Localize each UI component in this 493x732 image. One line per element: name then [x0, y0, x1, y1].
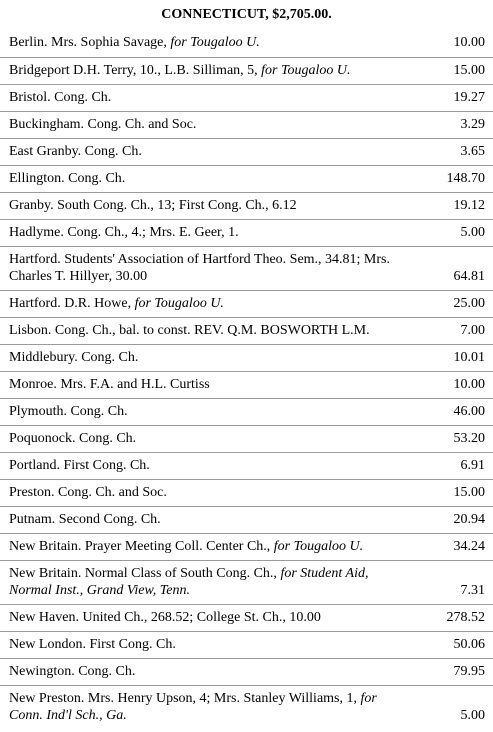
- list-item: [0, 57, 493, 85]
- entry-description: [9, 224, 409, 241]
- entry-designation: for Tougaloo U.: [170, 35, 260, 50]
- entry-amount: 15.00: [453, 63, 485, 78]
- entry-line-1: [9, 538, 409, 555]
- entry-text: Bristol. Cong. Ch.: [9, 90, 112, 105]
- entry-text: Hartford. D.R. Howe,: [9, 296, 135, 311]
- list-item: [0, 685, 493, 730]
- list-item: [0, 506, 493, 534]
- entry-amount: 5.00: [460, 225, 485, 240]
- entry-text: New Britain. Normal Class of South Cong. Ch.,: [9, 566, 281, 581]
- list-item: [0, 246, 493, 291]
- entry-description: [9, 430, 409, 447]
- entry-text: Putnam. Second Cong. Ch.: [9, 512, 161, 527]
- entry-line-1: [9, 89, 409, 106]
- page-title: CONNECTICUT, $2,705.00.: [161, 7, 332, 22]
- entry-text: Ellington. Cong. Ch.: [9, 171, 126, 186]
- entry-line-1: [9, 197, 409, 214]
- entry-line-2: [9, 268, 409, 285]
- list-item: [0, 219, 493, 247]
- entry-description: [9, 295, 409, 312]
- entry-description: [9, 170, 409, 187]
- entry-line-1: [9, 511, 409, 528]
- entry-amount: 5.00: [460, 708, 485, 723]
- entry-text: Newington. Cong. Ch.: [9, 664, 136, 679]
- entry-description: [9, 116, 409, 133]
- list-item: [0, 138, 493, 166]
- list-item: [0, 479, 493, 507]
- entry-amount: 19.27: [453, 90, 485, 105]
- list-item: [0, 452, 493, 480]
- entry-line-1: [9, 143, 409, 160]
- entry-amount: 6.91: [460, 458, 485, 473]
- entry-amount: 53.20: [453, 431, 485, 446]
- entry-text: New Haven. United Ch., 268.52; College St. Ch., 10.00: [9, 610, 321, 625]
- entry-line-1: [9, 116, 409, 133]
- entry-text: Poquonock. Cong. Ch.: [9, 431, 137, 446]
- entry-line-1: [9, 663, 409, 680]
- entry-amount: 3.29: [460, 117, 485, 132]
- list-item: [0, 165, 493, 193]
- entry-line-1: [9, 565, 409, 582]
- entry-line-1: [9, 322, 409, 339]
- entry-amount: 7.00: [460, 323, 485, 338]
- list-item: [0, 344, 493, 372]
- list-item: [0, 533, 493, 561]
- entry-line-1: [9, 34, 409, 51]
- list-item: [0, 631, 493, 659]
- entry-line-1: [9, 484, 409, 501]
- list-item: [0, 398, 493, 426]
- entry-description: [9, 403, 409, 420]
- entry-description: [9, 197, 409, 214]
- entry-text: Berlin. Mrs. Sophia Savage,: [9, 35, 171, 50]
- entry-line-1: [9, 457, 409, 474]
- entry-amount: 20.94: [453, 512, 485, 527]
- list-item: [0, 317, 493, 345]
- entry-description: [9, 609, 409, 626]
- entry-text: New Preston. Mrs. Henry Upson, 4; Mrs. Stanley Williams, 1,: [9, 691, 361, 706]
- entry-amount: 3.65: [460, 144, 485, 159]
- entry-amount: 15.00: [453, 485, 485, 500]
- list-item: [0, 290, 493, 318]
- entry-line-1: [9, 690, 409, 707]
- entry-description: [9, 484, 409, 501]
- entry-line-1: [9, 403, 409, 420]
- entry-line-1: [9, 224, 409, 241]
- entry-description: [9, 89, 409, 106]
- entry-line-2: [9, 582, 409, 599]
- entry-text: East Granby. Cong. Ch.: [9, 144, 142, 159]
- entry-text: Buckingham. Cong. Ch. and Soc.: [9, 117, 197, 132]
- entry-description: [9, 538, 409, 555]
- entry-amount: 19.12: [453, 198, 485, 213]
- entry-amount: 7.31: [460, 583, 485, 598]
- list-item: [0, 84, 493, 112]
- entry-line-1: [9, 376, 409, 393]
- entry-text: Lisbon. Cong. Ch., bal. to const. REV. Q.M. BOSWORTH L.M.: [9, 323, 370, 338]
- entry-text: Monroe. Mrs. F.A. and H.L. Curtiss: [9, 377, 210, 392]
- entry-text: Hartford. Students' Association of Hartford Theo. Sem., 34.81; Mrs.: [9, 252, 390, 267]
- entry-designation: Conn. Ind'l Sch., Ga.: [9, 708, 127, 723]
- entry-amount: 10.00: [453, 377, 485, 392]
- entry-description: [9, 62, 409, 79]
- entry-text: Bridgeport D.H. Terry, 10., L.B. Silliman, 5,: [9, 63, 262, 78]
- entry-designation: for Tougaloo U.: [134, 296, 224, 311]
- entry-line-1: [9, 609, 409, 626]
- list-item: [0, 192, 493, 220]
- entry-amount: 10.01: [453, 350, 485, 365]
- entry-description: [9, 322, 409, 339]
- entry-text: Preston. Cong. Ch. and Soc.: [9, 485, 167, 500]
- entry-line-1: [9, 349, 409, 366]
- entry-line-1: [9, 295, 409, 312]
- list-item: [0, 111, 493, 139]
- entry-designation: for Tougaloo U.: [261, 63, 351, 78]
- list-item: [0, 30, 493, 57]
- entry-text: Portland. First Cong. Ch.: [9, 458, 150, 473]
- entry-line-1: [9, 251, 409, 268]
- entry-designation: for: [360, 691, 377, 706]
- entry-line-1: [9, 636, 409, 653]
- entry-text: Plymouth. Cong. Ch.: [9, 404, 128, 419]
- list-item: [0, 371, 493, 399]
- entry-designation: for Tougaloo U.: [273, 539, 364, 554]
- entry-text: New Britain. Prayer Meeting Coll. Center Ch.,: [9, 539, 274, 554]
- entry-line-1: [9, 170, 409, 187]
- entry-description: [9, 663, 409, 680]
- entry-amount: 278.52: [446, 610, 485, 625]
- entry-line-1: [9, 430, 409, 447]
- entry-amount: 34.24: [453, 539, 485, 554]
- entry-text: Granby. South Cong. Ch., 13; First Cong. Ch., 6.12: [9, 198, 297, 213]
- entry-description: [9, 34, 409, 51]
- entry-line-1: [9, 62, 409, 79]
- list-item: [0, 425, 493, 453]
- entry-amount: 10.00: [453, 35, 485, 50]
- entry-amount: 64.81: [453, 269, 485, 284]
- entry-description: [9, 349, 409, 366]
- entry-amount: 50.06: [453, 637, 485, 652]
- entry-line-2: [9, 707, 409, 724]
- list-item: [0, 604, 493, 632]
- list-item: [0, 560, 493, 605]
- entry-description: [9, 376, 409, 393]
- entry-description: [9, 565, 409, 599]
- entry-description: [9, 457, 409, 474]
- entry-designation: for Student Aid,: [280, 566, 369, 581]
- entry-text: New London. First Cong. Ch.: [9, 637, 176, 652]
- entry-text: Middlebury. Cong. Ch.: [9, 350, 139, 365]
- entry-text: Hadlyme. Cong. Ch., 4.; Mrs. E. Geer, 1.: [9, 225, 239, 240]
- entry-amount: 46.00: [453, 404, 485, 419]
- list-item: [0, 658, 493, 686]
- entry-amount: 148.70: [446, 171, 485, 186]
- entry-amount: 25.00: [453, 296, 485, 311]
- entry-description: [9, 251, 409, 285]
- entry-description: [9, 636, 409, 653]
- entry-amount: 79.95: [453, 664, 485, 679]
- entry-designation: Normal Inst., Grand View, Tenn.: [9, 583, 190, 598]
- entry-description: [9, 511, 409, 528]
- entry-description: [9, 690, 409, 724]
- entry-description: [9, 143, 409, 160]
- entry-text: Charles T. Hillyer, 30.00: [9, 269, 148, 284]
